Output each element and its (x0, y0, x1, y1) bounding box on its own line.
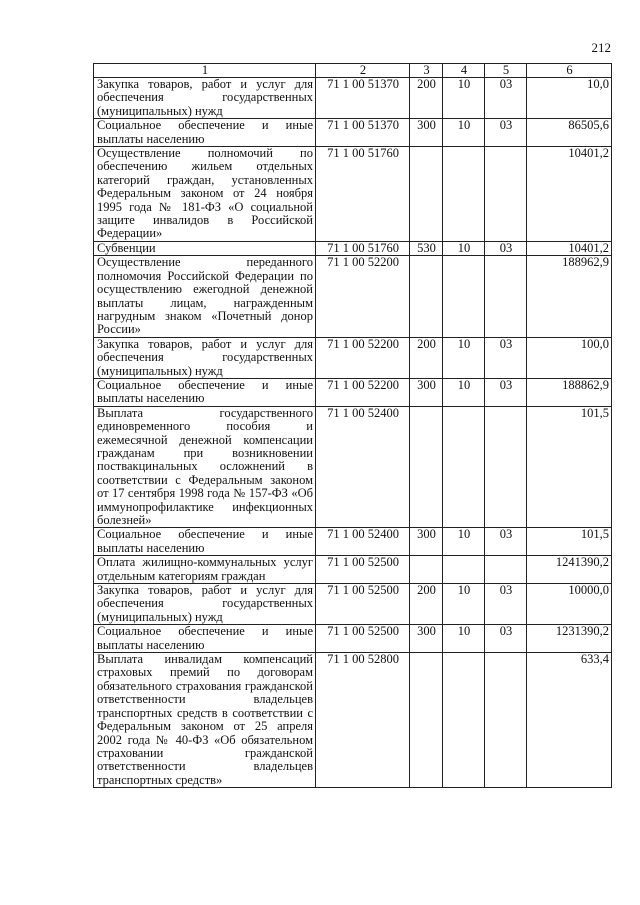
row-vr-cell (410, 147, 443, 242)
row-amount-cell: 1241390,2 (527, 556, 612, 584)
column-header-4: 4 (443, 64, 485, 78)
row-amount-cell: 10,0 (527, 78, 612, 119)
row-vr-cell (410, 406, 443, 528)
table-row (94, 625, 612, 653)
row-vr-cell: 300 (410, 119, 443, 147)
column-header-1: 1 (94, 64, 316, 78)
row-rz-cell: 10 (443, 528, 485, 556)
row-name-cell: Выплата инвалидам компенсаций страховых премий по договорам обязательного страхования гражданской ответственности владельцев транспортных средств в соответствии с Федеральным законом от 25 апреля 2002 года № 40-ФЗ «Об обязательном страховании гражданской ответственности владельцев транспортных средств» (94, 653, 316, 788)
row-rz-cell: 10 (443, 241, 485, 255)
row-amount-cell: 10401,2 (527, 241, 612, 255)
row-name-cell: Социальное обеспечение и иные выплаты населению (94, 625, 316, 653)
row-rz-cell: 10 (443, 119, 485, 147)
table-body (94, 78, 612, 788)
row-amount-cell: 188962,9 (527, 256, 612, 337)
table-row (94, 256, 612, 337)
row-rz-cell (443, 256, 485, 337)
row-name-cell: Субвенции (94, 241, 316, 255)
table-row (94, 147, 612, 242)
row-pr-cell (485, 556, 527, 584)
row-amount-cell: 188862,9 (527, 378, 612, 406)
row-amount-cell: 86505,6 (527, 119, 612, 147)
row-amount-cell: 1231390,2 (527, 625, 612, 653)
row-name-cell: Социальное обеспечение и иные выплаты населению (94, 528, 316, 556)
page-number: 212 (591, 40, 611, 55)
row-amount-cell: 100,0 (527, 337, 612, 378)
row-amount-cell: 633,4 (527, 653, 612, 788)
table-row (94, 119, 612, 147)
table-header-row (94, 64, 612, 78)
column-header-5: 5 (485, 64, 527, 78)
row-name-cell: Оплата жилищно-коммунальных услуг отдельным категориям граждан (94, 556, 316, 584)
row-name-cell: Осуществление полномочий по обеспечению жильем отдельных категорий граждан, установленных Федеральным законом от 24 ноября 1995 года № 181-ФЗ «О социальной защите инвалидов в Российской Федерации» (94, 147, 316, 242)
row-code-cell: 71 1 00 52400 (316, 406, 410, 528)
column-header-6: 6 (527, 64, 612, 78)
budget-table (93, 63, 612, 788)
row-code-cell: 71 1 00 51370 (316, 78, 410, 119)
row-amount-cell: 10000,0 (527, 584, 612, 625)
row-vr-cell: 200 (410, 584, 443, 625)
row-code-cell: 71 1 00 52800 (316, 653, 410, 788)
row-code-cell: 71 1 00 52400 (316, 528, 410, 556)
row-vr-cell: 200 (410, 337, 443, 378)
table-row (94, 337, 612, 378)
row-amount-cell: 10401,2 (527, 147, 612, 242)
row-name-cell: Осуществление переданного полномочия Российской Федерации по осуществлению ежегодной денежной выплаты лицам, награжденным нагрудным знаком «Почетный донор России» (94, 256, 316, 337)
row-rz-cell: 10 (443, 378, 485, 406)
row-name-cell: Закупка товаров, работ и услуг для обеспечения государственных (муниципальных) нужд (94, 337, 316, 378)
row-pr-cell: 03 (485, 337, 527, 378)
row-pr-cell: 03 (485, 528, 527, 556)
row-code-cell: 71 1 00 52200 (316, 337, 410, 378)
row-pr-cell (485, 147, 527, 242)
table-row (94, 406, 612, 528)
row-rz-cell: 10 (443, 625, 485, 653)
row-amount-cell: 101,5 (527, 528, 612, 556)
row-vr-cell (410, 653, 443, 788)
row-vr-cell: 300 (410, 378, 443, 406)
row-vr-cell: 200 (410, 78, 443, 119)
row-pr-cell: 03 (485, 625, 527, 653)
row-pr-cell (485, 256, 527, 337)
row-pr-cell: 03 (485, 378, 527, 406)
table-row (94, 241, 612, 255)
row-rz-cell: 10 (443, 337, 485, 378)
row-pr-cell: 03 (485, 78, 527, 119)
row-name-cell: Закупка товаров, работ и услуг для обеспечения государственных (муниципальных) нужд (94, 584, 316, 625)
row-name-cell: Социальное обеспечение и иные выплаты населению (94, 378, 316, 406)
column-header-2: 2 (316, 64, 410, 78)
row-name-cell: Социальное обеспечение и иные выплаты населению (94, 119, 316, 147)
row-code-cell: 71 1 00 51760 (316, 241, 410, 255)
row-rz-cell (443, 406, 485, 528)
row-pr-cell (485, 653, 527, 788)
row-code-cell: 71 1 00 52200 (316, 256, 410, 337)
row-code-cell: 71 1 00 52200 (316, 378, 410, 406)
row-code-cell: 71 1 00 52500 (316, 625, 410, 653)
row-pr-cell (485, 406, 527, 528)
table-row (94, 584, 612, 625)
table-row (94, 556, 612, 584)
row-code-cell: 71 1 00 52500 (316, 584, 410, 625)
row-code-cell: 71 1 00 52500 (316, 556, 410, 584)
row-vr-cell: 300 (410, 528, 443, 556)
row-vr-cell (410, 256, 443, 337)
row-pr-cell: 03 (485, 584, 527, 625)
row-rz-cell: 10 (443, 78, 485, 119)
table-row (94, 653, 612, 788)
table-row (94, 378, 612, 406)
row-rz-cell (443, 556, 485, 584)
row-vr-cell: 530 (410, 241, 443, 255)
row-rz-cell (443, 147, 485, 242)
row-pr-cell: 03 (485, 119, 527, 147)
row-code-cell: 71 1 00 51370 (316, 119, 410, 147)
column-header-3: 3 (410, 64, 443, 78)
table-row (94, 528, 612, 556)
row-rz-cell (443, 653, 485, 788)
row-pr-cell: 03 (485, 241, 527, 255)
row-rz-cell: 10 (443, 584, 485, 625)
table-row (94, 78, 612, 119)
row-code-cell: 71 1 00 51760 (316, 147, 410, 242)
row-vr-cell: 300 (410, 625, 443, 653)
row-vr-cell (410, 556, 443, 584)
row-amount-cell: 101,5 (527, 406, 612, 528)
row-name-cell: Выплата государственного единовременного пособия и ежемесячной денежной компенсации гражданам при возникновении поствакцинальных осложнений в соответствии с Федеральным законом от 17 сентября 1998 года № 157-ФЗ «Об иммунопрофилактике инфекционных болезней» (94, 406, 316, 528)
row-name-cell: Закупка товаров, работ и услуг для обеспечения государственных (муниципальных) нужд (94, 78, 316, 119)
